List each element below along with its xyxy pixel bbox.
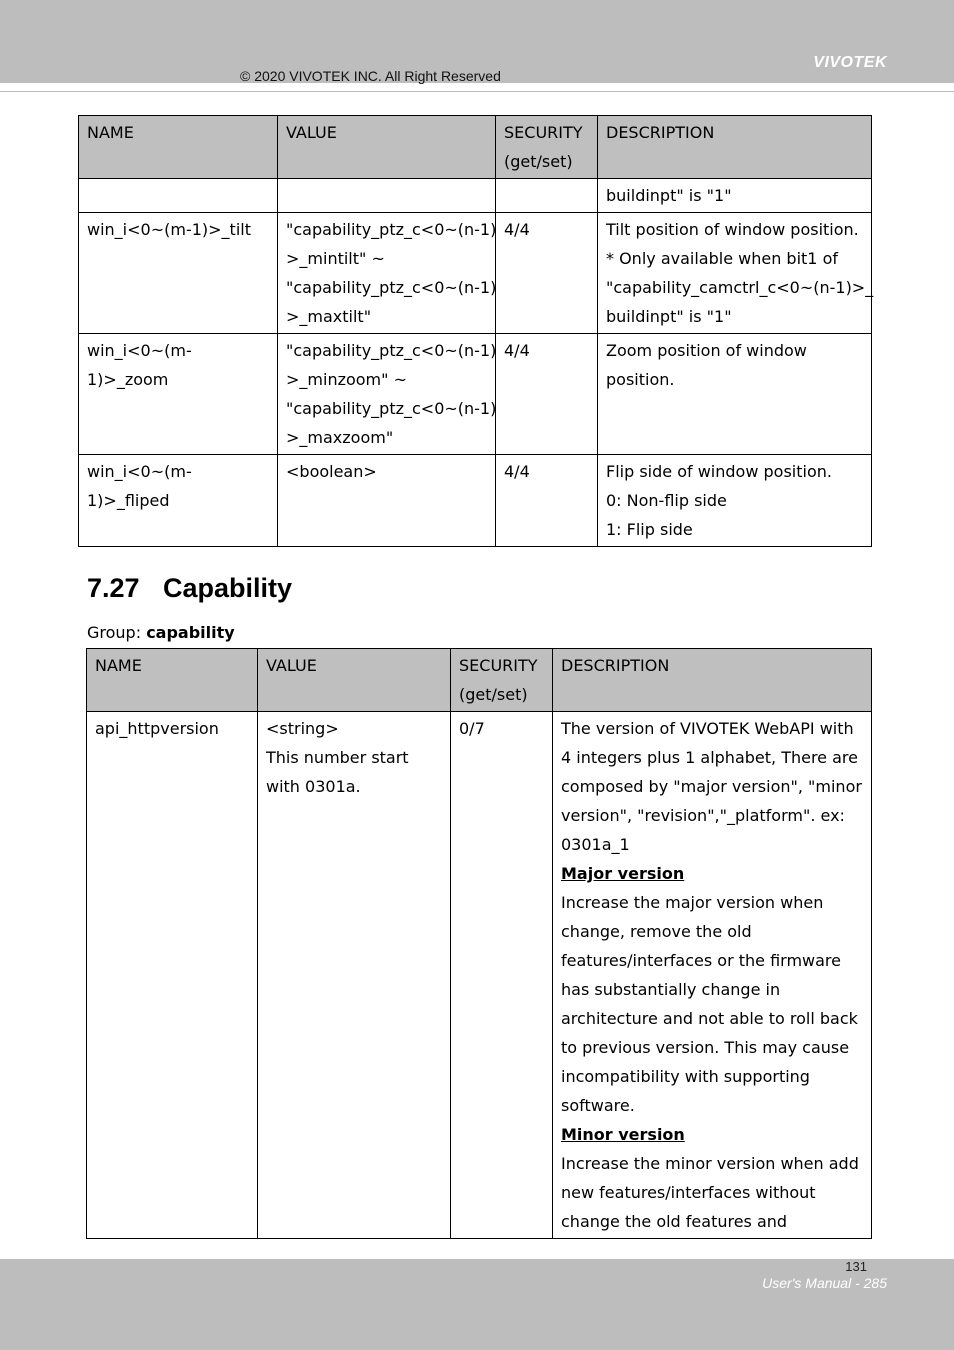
section-number: 7.27	[87, 573, 140, 603]
cell-description: Tilt position of window position. * Only available when bit1 of "capability_camctrl_c<0~(n-1)>_ buildinpt" is "1"	[598, 213, 872, 334]
cell-description: buildinpt" is "1"	[598, 179, 872, 213]
group-line	[87, 623, 235, 642]
major-version-heading: Major version	[561, 864, 685, 883]
table-row	[79, 455, 872, 547]
col-header-value: VALUE	[278, 116, 496, 179]
table-header-row	[79, 116, 872, 179]
cell-value: "capability_ptz_c<0~(n-1) >_minzoom" ~ "capability_ptz_c<0~(n-1) >_maxzoom"	[278, 334, 496, 455]
cell-security: 4/4	[496, 334, 598, 455]
cell-security: 0/7	[451, 712, 553, 1239]
footer-band	[0, 1259, 954, 1350]
section-heading	[87, 573, 292, 604]
cell-value: <boolean>	[278, 455, 496, 547]
cell-value	[278, 179, 496, 213]
cell-value: "capability_ptz_c<0~(n-1) >_mintilt" ~ "capability_ptz_c<0~(n-1) >_maxtilt"	[278, 213, 496, 334]
table-row	[79, 213, 872, 334]
cell-description: Flip side of window position. 0: Non-flip side 1: Flip side	[598, 455, 872, 547]
table-header-row	[87, 649, 872, 712]
cell-name: api_httpversion	[87, 712, 258, 1239]
cell-description: The version of VIVOTEK WebAPI with 4 integers plus 1 alphabet, There are composed by "major version", "minor version", "revision","_platform". ex: 0301a_1 Major version Increase the major version when change, remove the old features/interfaces or the firmware has substantially change in architecture and not able to roll back to previous version. This may cause incompatibility with supporting software. Minor version Increase the minor version when add new features/interfaces without change the old features and	[553, 712, 872, 1239]
manual-page-label: User's Manual - 285	[762, 1275, 887, 1291]
col-header-security: SECURITY (get/set)	[451, 649, 553, 712]
table-row	[79, 179, 872, 213]
col-header-name: NAME	[87, 649, 258, 712]
group-name: capability	[146, 623, 235, 642]
col-header-security: SECURITY (get/set)	[496, 116, 598, 179]
section-title: Capability	[163, 573, 293, 603]
minor-version-heading: Minor version	[561, 1125, 685, 1144]
cell-security	[496, 179, 598, 213]
cell-value: <string> This number start with 0301a.	[258, 712, 451, 1239]
copyright-text: © 2020 VIVOTEK INC. All Right Reserved	[240, 68, 501, 84]
cell-name	[79, 179, 278, 213]
cell-security: 4/4	[496, 455, 598, 547]
table-row	[87, 712, 872, 1239]
parameter-table-continued	[78, 115, 872, 547]
col-header-description: DESCRIPTION	[553, 649, 872, 712]
table-row	[79, 334, 872, 455]
col-header-description: DESCRIPTION	[598, 116, 872, 179]
brand-logo: VIVOTEK	[813, 54, 887, 71]
page-number: 131	[845, 1259, 867, 1274]
cell-description: Zoom position of window position.	[598, 334, 872, 455]
cell-name: win_i<0~(m-1)>_tilt	[79, 213, 278, 334]
group-label: Group:	[87, 623, 147, 642]
capability-table	[86, 648, 872, 1239]
col-header-value: VALUE	[258, 649, 451, 712]
cell-name: win_i<0~(m-1)>_zoom	[79, 334, 278, 455]
cell-name: win_i<0~(m-1)>_fliped	[79, 455, 278, 547]
col-header-name: NAME	[79, 116, 278, 179]
header-divider	[0, 91, 954, 92]
cell-security: 4/4	[496, 213, 598, 334]
